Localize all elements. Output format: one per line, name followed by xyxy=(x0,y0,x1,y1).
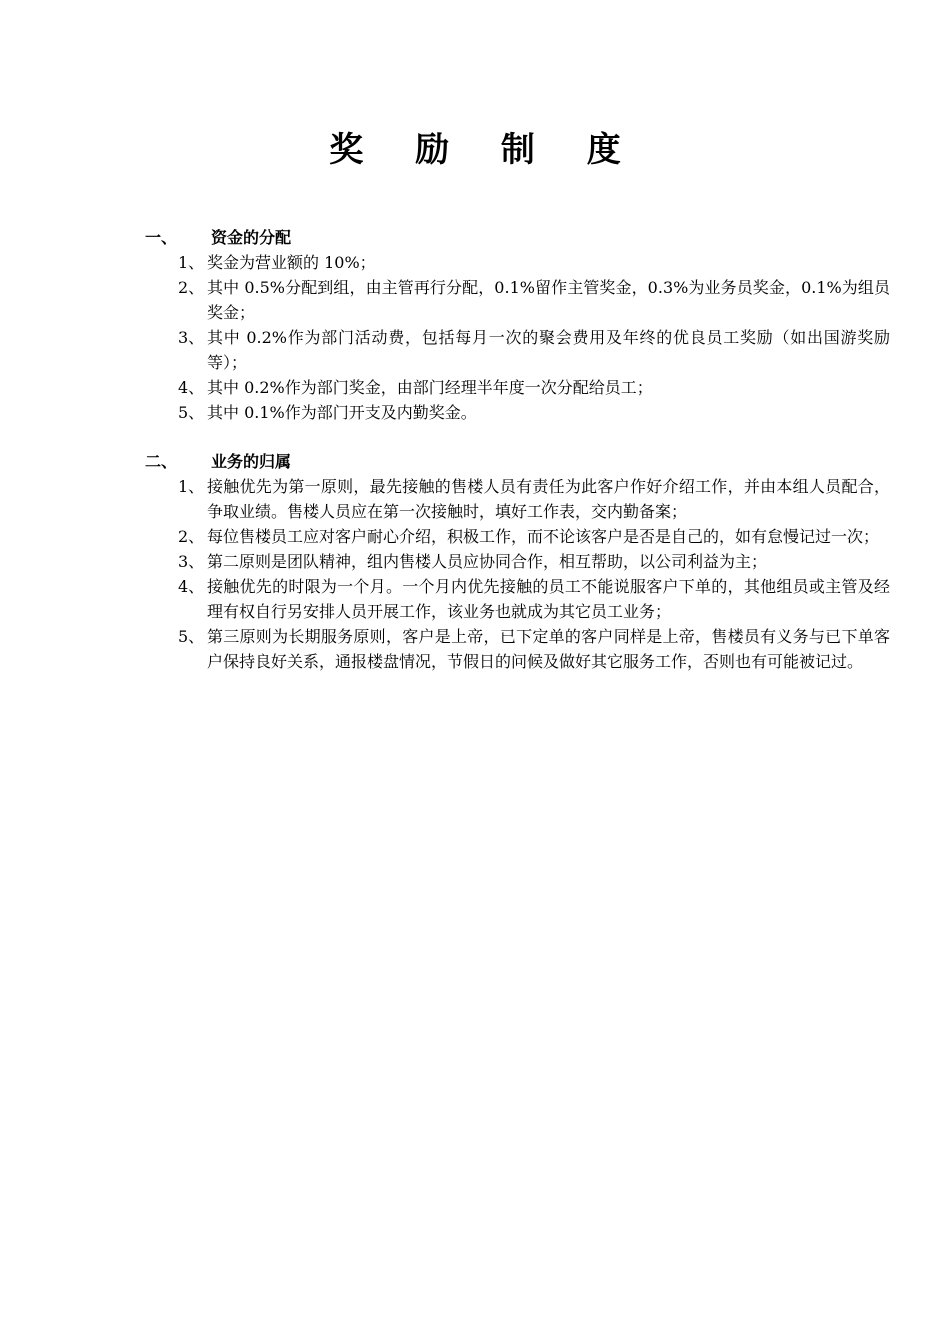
item-number: 5、 xyxy=(178,403,205,422)
item-text: 第三原则为长期服务原则，客户是上帝，已下定单的客户同样是上帝，售楼员有义务与已下单客户保持良好关系，通报楼盘情况，节假日的问候及做好其它服务工作，否则也有可能被记过。 xyxy=(207,627,890,671)
item-text: 其中 0.2%作为部门活动费，包括每月一次的聚会费用及年终的优良员工奖励（如出国游奖励等）； xyxy=(207,328,890,372)
item-number: 4、 xyxy=(178,378,205,397)
section-number: 一、 xyxy=(145,228,178,247)
item-text: 每位售楼员工应对客户耐心介绍，积极工作，而不论该客户是否是自己的，如有怠慢记过一次； xyxy=(207,527,880,546)
list-item xyxy=(145,250,890,275)
section-title: 业务的归属 xyxy=(211,452,292,471)
document-title: 奖 励 制 度 xyxy=(329,130,641,170)
list-item xyxy=(145,624,890,674)
list-item xyxy=(145,524,890,549)
item-number: 2、 xyxy=(178,527,205,546)
section-number: 二、 xyxy=(145,452,178,471)
item-number: 2、 xyxy=(178,278,205,297)
list-item xyxy=(145,400,890,425)
section-item-list xyxy=(145,250,890,425)
item-number: 4、 xyxy=(178,577,205,596)
item-number: 1、 xyxy=(178,253,205,272)
item-text: 其中 0.1%作为部门开支及内勤奖金。 xyxy=(207,403,477,422)
list-item xyxy=(145,474,890,524)
item-number: 1、 xyxy=(178,477,205,496)
item-text: 奖金为营业额的 10%； xyxy=(207,253,376,272)
list-item xyxy=(145,325,890,375)
list-item xyxy=(145,574,890,624)
item-text: 其中 0.2%作为部门奖金，由部门经理半年度一次分配给员工； xyxy=(207,378,653,397)
section-heading xyxy=(145,225,890,250)
section-item-list xyxy=(145,474,890,674)
item-number: 5、 xyxy=(178,627,205,646)
item-text: 其中 0.5%分配到组，由主管再行分配，0.1%留作主管奖金，0.3%为业务员奖金，0.1%为组员奖金； xyxy=(207,278,890,322)
section-fund-allocation xyxy=(145,225,890,425)
section-business-attribution xyxy=(145,449,890,674)
list-item xyxy=(145,549,890,574)
item-number: 3、 xyxy=(178,328,205,347)
list-item xyxy=(145,275,890,325)
section-heading xyxy=(145,449,890,474)
item-number: 3、 xyxy=(178,552,205,571)
section-title: 资金的分配 xyxy=(211,228,292,247)
list-item xyxy=(145,375,890,400)
item-text: 接触优先的时限为一个月。一个月内优先接触的员工不能说服客户下单的，其他组员或主管及经理有权自行另安排人员开展工作，该业务也就成为其它员工业务； xyxy=(207,577,890,621)
item-text: 接触优先为第一原则，最先接触的售楼人员有责任为此客户作好介绍工作，并由本组人员配合，争取业绩。售楼人员应在第一次接触时，填好工作表，交内勤备案； xyxy=(207,477,890,521)
item-text: 第二原则是团队精神，组内售楼人员应协同合作，相互帮助，以公司利益为主； xyxy=(207,552,768,571)
